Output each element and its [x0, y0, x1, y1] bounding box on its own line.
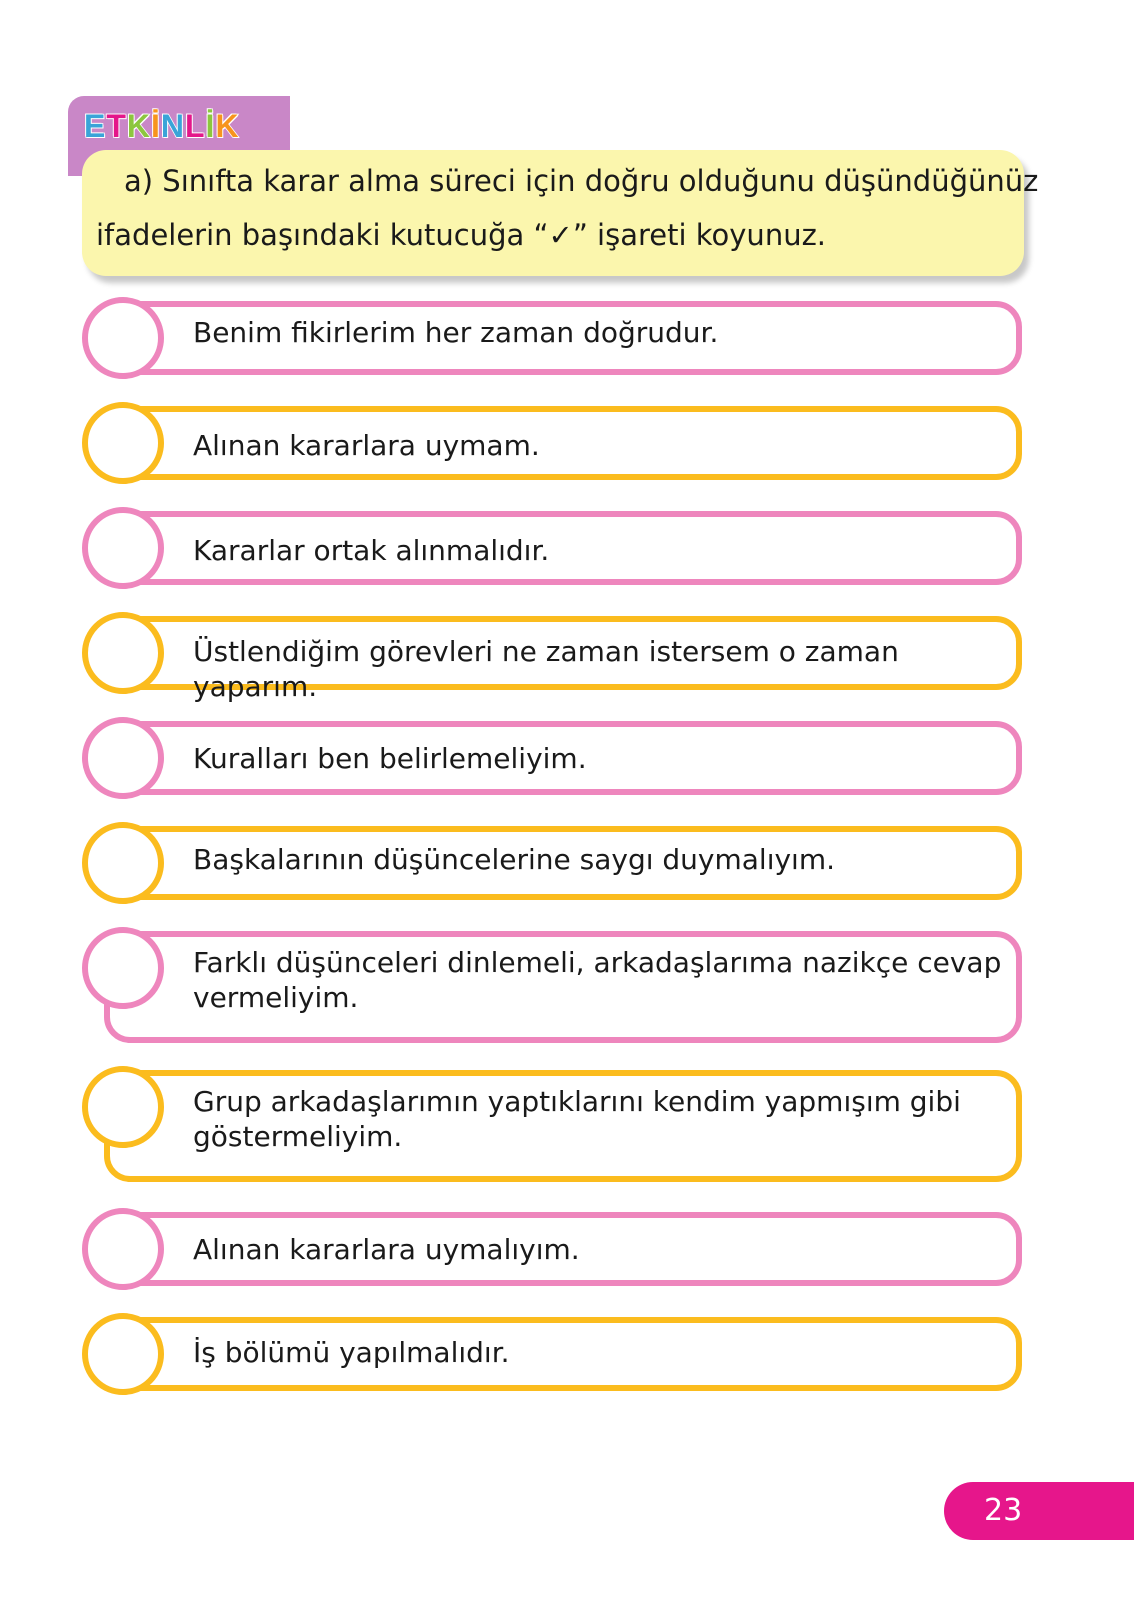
statement-text: Benim fikirlerim her zaman doğrudur. [193, 316, 719, 349]
statement-item [82, 1066, 1022, 1184]
activity-tag-title [84, 108, 239, 145]
checkbox-circle[interactable] [82, 297, 164, 379]
tag-letter: K [215, 108, 239, 144]
checkbox-circle[interactable] [82, 822, 164, 904]
tag-letter: İ [205, 108, 215, 144]
statement-item [82, 927, 1022, 1045]
statement-item [82, 612, 1022, 703]
checkbox-circle[interactable] [82, 507, 164, 589]
statement-item [82, 822, 1022, 902]
tag-letter: L [185, 108, 205, 144]
statement-text: Grup arkadaşlarımın yaptıklarını kendim yapmışım gibi göstermeliyim. [193, 1085, 961, 1153]
checkbox-circle[interactable] [82, 402, 164, 484]
page-number: 23 [944, 1482, 1134, 1540]
statement-text: Başkalarının düşüncelerine saygı duymalıyım. [193, 843, 836, 876]
statement-text: Kararlar ortak alınmalıdır. [193, 534, 550, 567]
checkbox-circle[interactable] [82, 612, 164, 694]
statement-item [82, 402, 1022, 482]
statement-item [82, 717, 1022, 797]
statement-item [82, 1208, 1022, 1288]
statement-item [82, 297, 1022, 377]
checkbox-circle[interactable] [82, 927, 164, 1009]
checkbox-circle[interactable] [82, 1066, 164, 1148]
statement-text: Farklı düşünceleri dinlemeli, arkadaşlarıma nazikçe cevap vermeliyim. [193, 946, 1002, 1014]
checkbox-circle[interactable] [82, 1208, 164, 1290]
tag-letter: T [106, 108, 126, 144]
instruction-line-2: ifadelerin başındaki kutucuğa “✓” işareti koyunuz. [96, 218, 827, 252]
checkbox-circle[interactable] [82, 1313, 164, 1395]
tag-letter: K [126, 108, 150, 144]
statement-text: İş bölümü yapılmalıdır. [193, 1336, 510, 1369]
statement-item [82, 507, 1022, 587]
instruction-line-1: a) Sınıfta karar alma süreci için doğru olduğunu düşündüğünüz [124, 164, 1039, 198]
tag-letter: E [84, 108, 106, 144]
statement-text: Alınan kararlara uymam. [193, 429, 540, 462]
statement-text: Üstlendiğim görevleri ne zaman istersem o zaman yaparım. [193, 635, 899, 703]
statement-text: Alınan kararlara uymalıyım. [193, 1233, 580, 1266]
tag-letter: İ [151, 108, 160, 144]
statement-text: Kuralları ben belirlemeliyim. [193, 742, 587, 775]
checkbox-circle[interactable] [82, 717, 164, 799]
statement-item [82, 1313, 1022, 1393]
tag-letter: N [160, 108, 184, 144]
